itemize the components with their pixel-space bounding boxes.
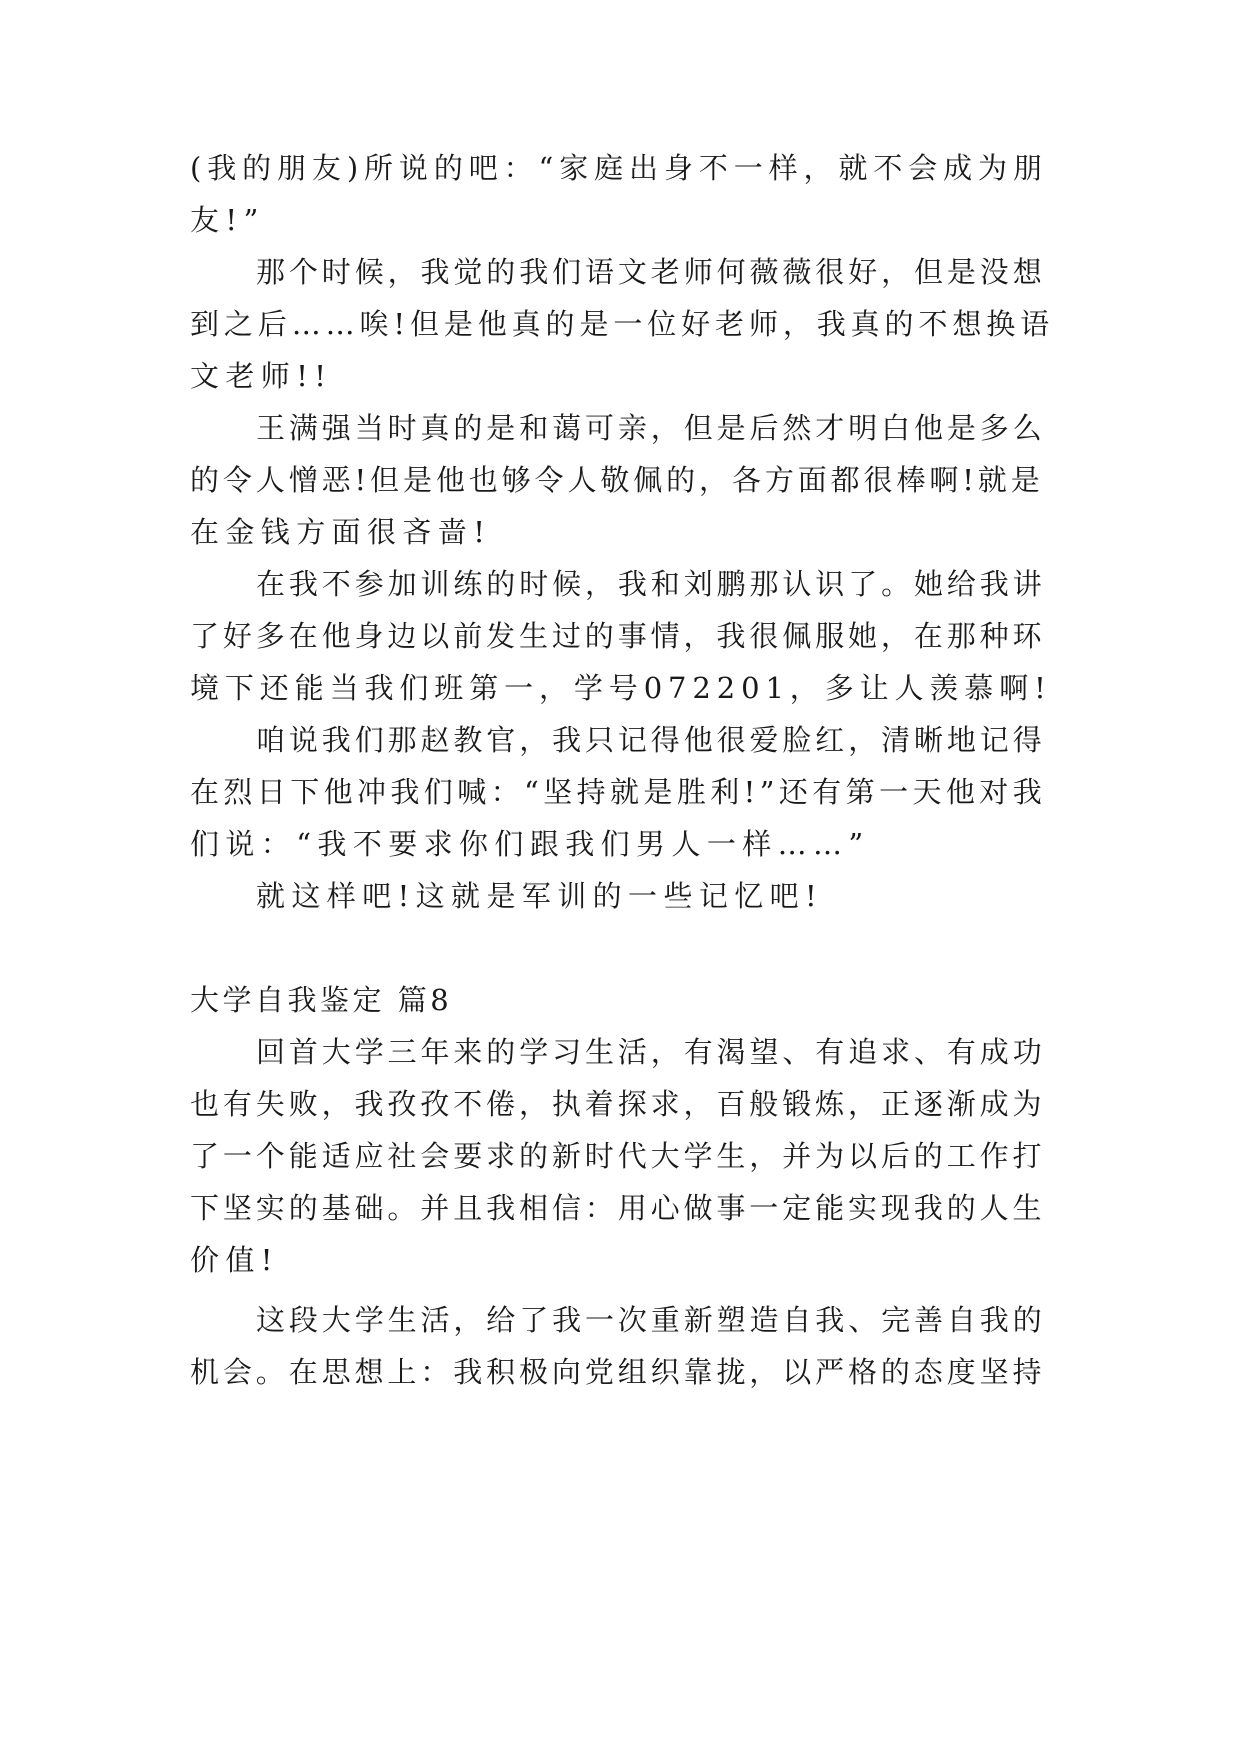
text-line: 到之后……唉!但是他真的是一位好老师，我真的不想换语: [190, 307, 1055, 341]
paragraph-first-line: 咱说我们那赵教官，我只记得他很爱脸红，清晰地记得: [256, 723, 1046, 757]
text-line: 的令人憎恶!但是他也够令人敬佩的，各方面都很棒啊!就是: [190, 463, 1044, 497]
text-line: 下坚实的基础。并且我相信：用心做事一定能实现我的人生: [190, 1191, 1046, 1225]
text-line: 在烈日下他冲我们喊：“坚持就是胜利!”还有第一天他对我: [190, 775, 1047, 809]
text-line: 文老师!!: [190, 359, 333, 393]
text-line: 友!”: [190, 203, 265, 237]
paragraph-first-line: 王满强当时真的是和蔼可亲，但是后然才明白他是多么: [256, 411, 1046, 445]
paragraph-first-line: 回首大学三年来的学习生活，有渴望、有追求、有成功: [256, 1035, 1046, 1069]
text-line: (我的朋友)所说的吧：“家庭出身不一样，就不会成为朋: [190, 151, 1048, 185]
text-line: 了一个能适应社会要求的新时代大学生，并为以后的工作打: [190, 1139, 1046, 1173]
text-line: 们说：“我不要求你们跟我们男人一样……”: [190, 827, 870, 861]
paragraph-first-line: 这段大学生活，给了我一次重新塑造自我、完善自我的: [256, 1303, 1046, 1337]
text-line: 价值!: [190, 1243, 279, 1277]
section-heading: 大学自我鉴定 篇8: [190, 983, 453, 1017]
paragraph-first-line: 就这样吧!这就是军训的一些记忆吧!: [256, 879, 824, 913]
text-line: 也有失败，我孜孜不倦，执着探求，百般锻炼，正逐渐成为: [190, 1087, 1046, 1121]
paragraph-first-line: 在我不参加训练的时候，我和刘鹏那认识了。她给我讲: [256, 567, 1046, 601]
text-line: 机会。在思想上：我积极向党组织靠拢，以严格的态度坚持: [190, 1355, 1046, 1389]
text-line: 了好多在他身边以前发生过的事情，我很佩服她，在那种环: [190, 619, 1046, 653]
paragraph-first-line: 那个时候，我觉的我们语文老师何薇薇很好，但是没想: [256, 255, 1046, 289]
text-line: 在金钱方面很吝啬!: [190, 515, 492, 549]
text-line: 境下还能当我们班第一，学号072201，多让人羡慕啊!: [190, 671, 1052, 705]
